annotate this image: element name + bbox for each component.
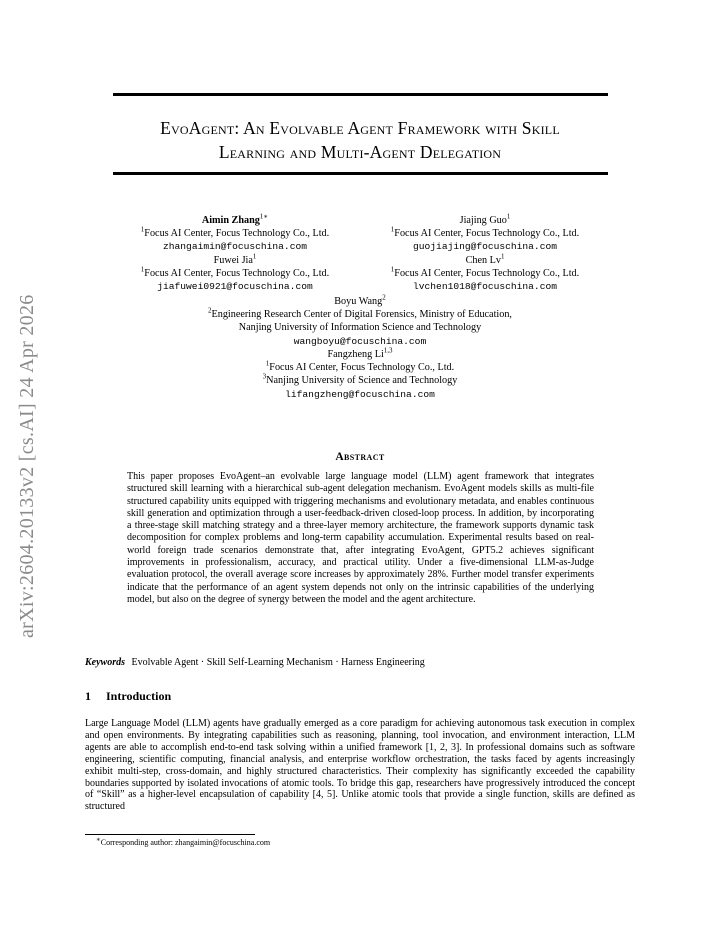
title-line-2: Learning and Multi-Agent Delegation xyxy=(218,142,502,162)
author-affiliation: Focus AI Center, Focus Technology Co., Ltd. xyxy=(394,228,580,240)
author-email: lvchen1018@focuschina.com xyxy=(413,281,557,293)
title-rule-top xyxy=(113,93,608,96)
author-affiliation: Focus AI Center, Focus Technology Co., Ltd. xyxy=(269,362,455,374)
author-name: Chen Lv xyxy=(465,254,501,266)
authors-right-column xyxy=(335,214,635,293)
author-affiliation: Engineering Research Center of Digital Forensics, Ministry of Education, xyxy=(211,309,512,321)
affil-sup: 1 xyxy=(390,265,395,274)
author-name: Boyu Wang xyxy=(334,296,383,307)
affil-sup: 2 xyxy=(208,306,212,315)
footnote-mark: ∗ xyxy=(96,835,101,844)
footnote xyxy=(96,835,271,847)
author-block xyxy=(335,214,635,254)
author-sup: 1,3 xyxy=(383,346,393,355)
affil-sup: 1 xyxy=(140,265,145,274)
author-affiliation: Nanjing University of Information Science and Technology xyxy=(238,322,482,334)
author-sup: 1 xyxy=(500,252,505,261)
affil-sup: 1 xyxy=(265,359,270,368)
title-rule-bottom xyxy=(113,172,608,175)
affil-sup: 3 xyxy=(262,373,267,382)
author-name: Fangzheng Li xyxy=(327,349,384,360)
author-name: Aimin Zhang xyxy=(201,215,260,226)
author-email: lifangzheng@focuschina.com xyxy=(285,388,435,400)
keywords-line xyxy=(85,657,645,668)
section-heading xyxy=(85,689,171,704)
author-sup: 1 xyxy=(506,212,511,221)
author-name: Fuwei Jia xyxy=(213,254,253,266)
footnote-text: Corresponding author: zhangaimin@focuschina.com xyxy=(100,838,271,847)
author-sup: 2 xyxy=(382,293,386,302)
section-number: 1 xyxy=(85,689,91,703)
author-email: guojiajing@focuschina.com xyxy=(413,241,557,253)
title-line-1: EvoAgent: An Evolvable Agent Framework with Skill xyxy=(160,118,560,138)
section-title: Introduction xyxy=(106,689,172,703)
keywords-label: Keywords xyxy=(85,657,125,668)
author-sup: 1 xyxy=(252,252,257,261)
author-email: zhangaimin@focuschina.com xyxy=(163,241,307,253)
author-block-wang xyxy=(110,295,610,348)
abstract-heading: Abstract xyxy=(335,451,385,463)
introduction-paragraph: Large Language Model (LLM) agents have gradually emerged as a core paradigm for achieving autonomous task execution in complex and open environments. By integrating capabilities such as reasoning, planning, tool invocation, and environment interaction, LLM agents are able to accomplish end-to-end task solving within a unified framework [1, 2, 3]. In professional domains such as software engineering, scientific computing, financial analysis, and enterprise workflow orchestration, the tasks faced by agents increasingly exhibit multi-step, cross-domain, and highly structured characteristics. Their complexity has significantly exceeded the capability boundaries supported by isolated invocations of atomic tools. To bridge this gap, researchers have progressively introduced the concept of “Skill” as a higher-level encapsulation of capability [4, 5]. Unlike atomic tools that provide a single function, skills are defined as structured xyxy=(85,718,635,813)
author-sup: 1∗ xyxy=(259,212,269,221)
author-block-li xyxy=(110,348,610,401)
author-name: Jiajing Guo xyxy=(459,215,507,226)
author-affiliation: Focus AI Center, Focus Technology Co., Ltd. xyxy=(394,267,580,279)
author-email: jiafuwei0921@focuschina.com xyxy=(157,281,313,293)
keywords-text: Evolvable Agent · Skill Self-Learning Mechanism · Harness Engineering xyxy=(131,657,425,668)
footnote-rule xyxy=(85,834,255,835)
author-affiliation: Nanjing University of Science and Technology xyxy=(266,375,458,387)
affil-sup: 1 xyxy=(140,225,145,234)
author-block xyxy=(335,254,635,294)
abstract-text: This paper proposes EvoAgent–an evolvable large language model (LLM) agent framework that integrates structured skill learning with a hierarchical sub-agent delegation mechanism. EvoAgent models skills as multi-file structured capability units equipped with triggering mechanisms and evolutionary metadata, and enables continuous skill generation and optimization through a user-feedback-driven closed-loop process. In addition, by incorporating a three-stage skill matching strategy and a three-layer memory architecture, the framework supports dynamic task decomposition for complex problems and long-term capability accumulation. Experimental results based on real-world foreign trade scenarios demonstrate that, after integrating EvoAgent, GPT5.2 achieves significant improvements in professionalism, accuracy, and practical utility. Under a five-dimensional LLM-as-Judge evaluation protocol, the overall average score increases by approximately 28%. Further model transfer experiments indicate that the performance of an agent system depends not only on the intrinsic capabilities of the underlying model, but also on the degree of synergy between the model and the agent architecture. xyxy=(127,471,594,605)
affil-sup: 1 xyxy=(390,225,395,234)
arxiv-stamp: arXiv:2604.20133v2 [cs.AI] 24 Apr 2026 xyxy=(16,294,38,638)
author-affiliation: Focus AI Center, Focus Technology Co., Ltd. xyxy=(144,267,330,279)
paper-title xyxy=(80,116,640,164)
author-affiliation: Focus AI Center, Focus Technology Co., Ltd. xyxy=(144,228,330,240)
author-email: wangboyu@focuschina.com xyxy=(293,335,427,347)
